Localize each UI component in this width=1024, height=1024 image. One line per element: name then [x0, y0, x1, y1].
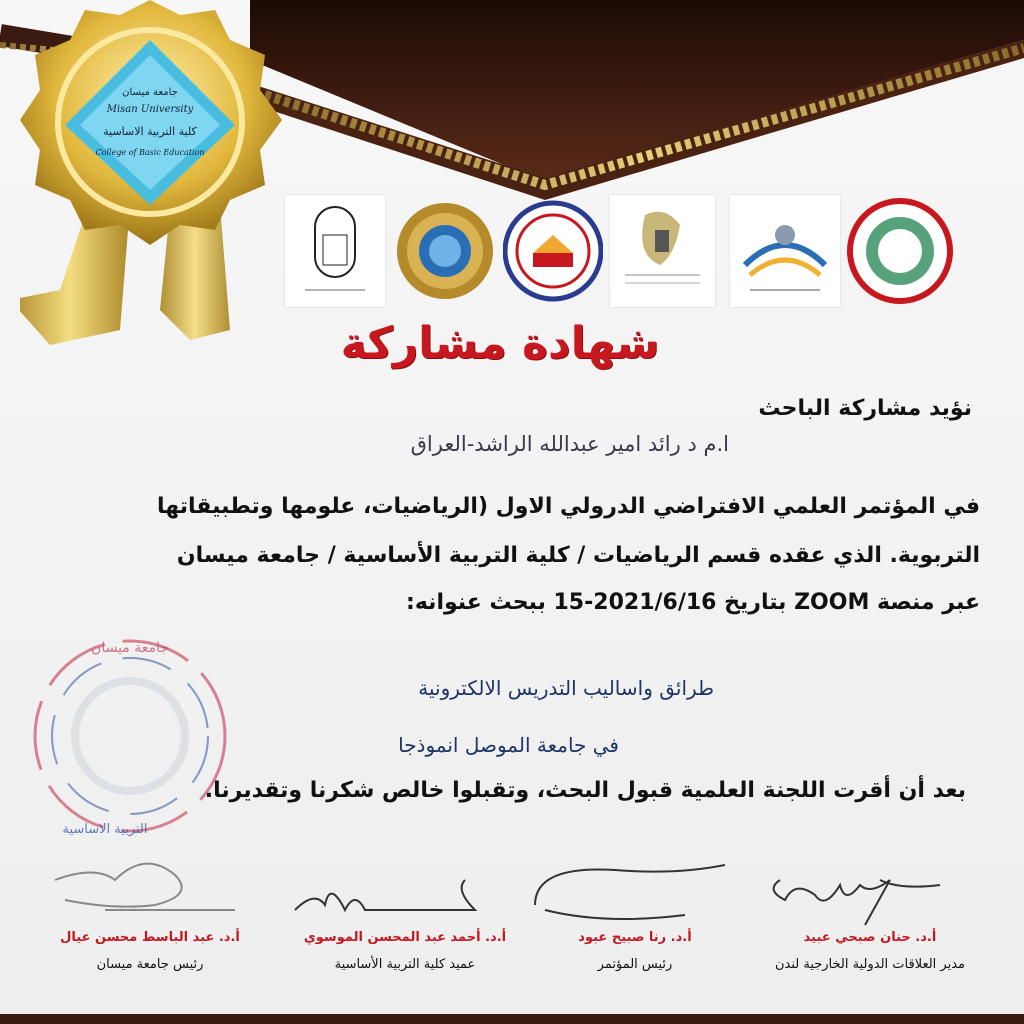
logo-gold-seal: [395, 195, 495, 307]
paragraph-line-1: في المؤتمر العلمي الافتراضي الدرولي الاول (الرياضيات، علومها وتطبيقاتها: [157, 494, 980, 519]
researcher-name: ا.م د رائد امير عبدالله الراشد-العراق: [410, 432, 729, 456]
signature-3: [290, 870, 500, 920]
university-medal: [20, 0, 300, 370]
signatory-2-name: أ.د. رنا صبيح عبود: [578, 930, 692, 945]
signatory-2: [525, 930, 745, 972]
signatory-3-role: عميد كلية التربية الأساسية: [334, 957, 476, 972]
paragraph-line-3: عبر منصة ZOOM بتاريخ 2021/6/16-15 ببحث عنوانه:: [406, 590, 980, 615]
signatory-1: [760, 930, 980, 972]
medal-text-4: College of Basic Education: [95, 148, 205, 157]
signatory-4-role: رئيس جامعة ميسان: [96, 957, 204, 972]
medal-text-1: جامعة ميسان: [122, 87, 178, 98]
university-stamp: [25, 628, 235, 843]
logo-book-emblem: [503, 195, 603, 307]
medal-text-3: كلية التربية الاساسية: [103, 125, 197, 138]
stamp-text-top: جامعة ميسان: [91, 640, 169, 656]
signatory-2-role: رئيس المؤتمر: [597, 957, 673, 972]
paragraph-line-2: التربوية. الذي عقده قسم الرياضيات / كلية التربية الأساسية / جامعة ميسان: [176, 543, 980, 568]
signature-1: [760, 850, 960, 930]
logo-portrait: [610, 195, 715, 307]
logo-open-book: [730, 195, 840, 307]
research-title-line-1: طرائق واساليب التدريس الالكترونية: [418, 676, 714, 700]
footer-banner: [0, 1008, 1024, 1024]
signatory-3: [295, 930, 515, 972]
certificate-title: شهادة مشاركة: [340, 318, 660, 369]
logo-ocb: [285, 195, 385, 307]
medal-text-2: Misan University: [106, 104, 194, 115]
signature-4: [45, 850, 245, 925]
signatory-4-name: أ.د. عبد الباسط محسن عيال: [60, 930, 240, 945]
signatory-1-role: مدير العلاقات الدولية الخارجية لندن: [774, 957, 966, 972]
signatory-1-name: أ.د. حنان صبحي عبيد: [803, 930, 937, 945]
sponsor-logos: [285, 195, 955, 310]
signatory-3-name: أ.د. أحمد عبد المحسن الموسوي: [303, 930, 507, 945]
research-title-line-2: في جامعة الموصل انموذجا: [398, 733, 619, 757]
stamp-text-bottom: التربية الاساسية: [62, 822, 148, 837]
signatory-4: [40, 930, 260, 972]
signature-2: [525, 855, 725, 930]
closing-text: بعد أن أقرت اللجنة العلمية قبول البحث، وتقبلوا خالص شكرنا وتقديرنا.: [204, 778, 966, 803]
intro-text: نؤيد مشاركة الباحث: [758, 396, 972, 421]
logo-round-seal: [845, 195, 955, 307]
